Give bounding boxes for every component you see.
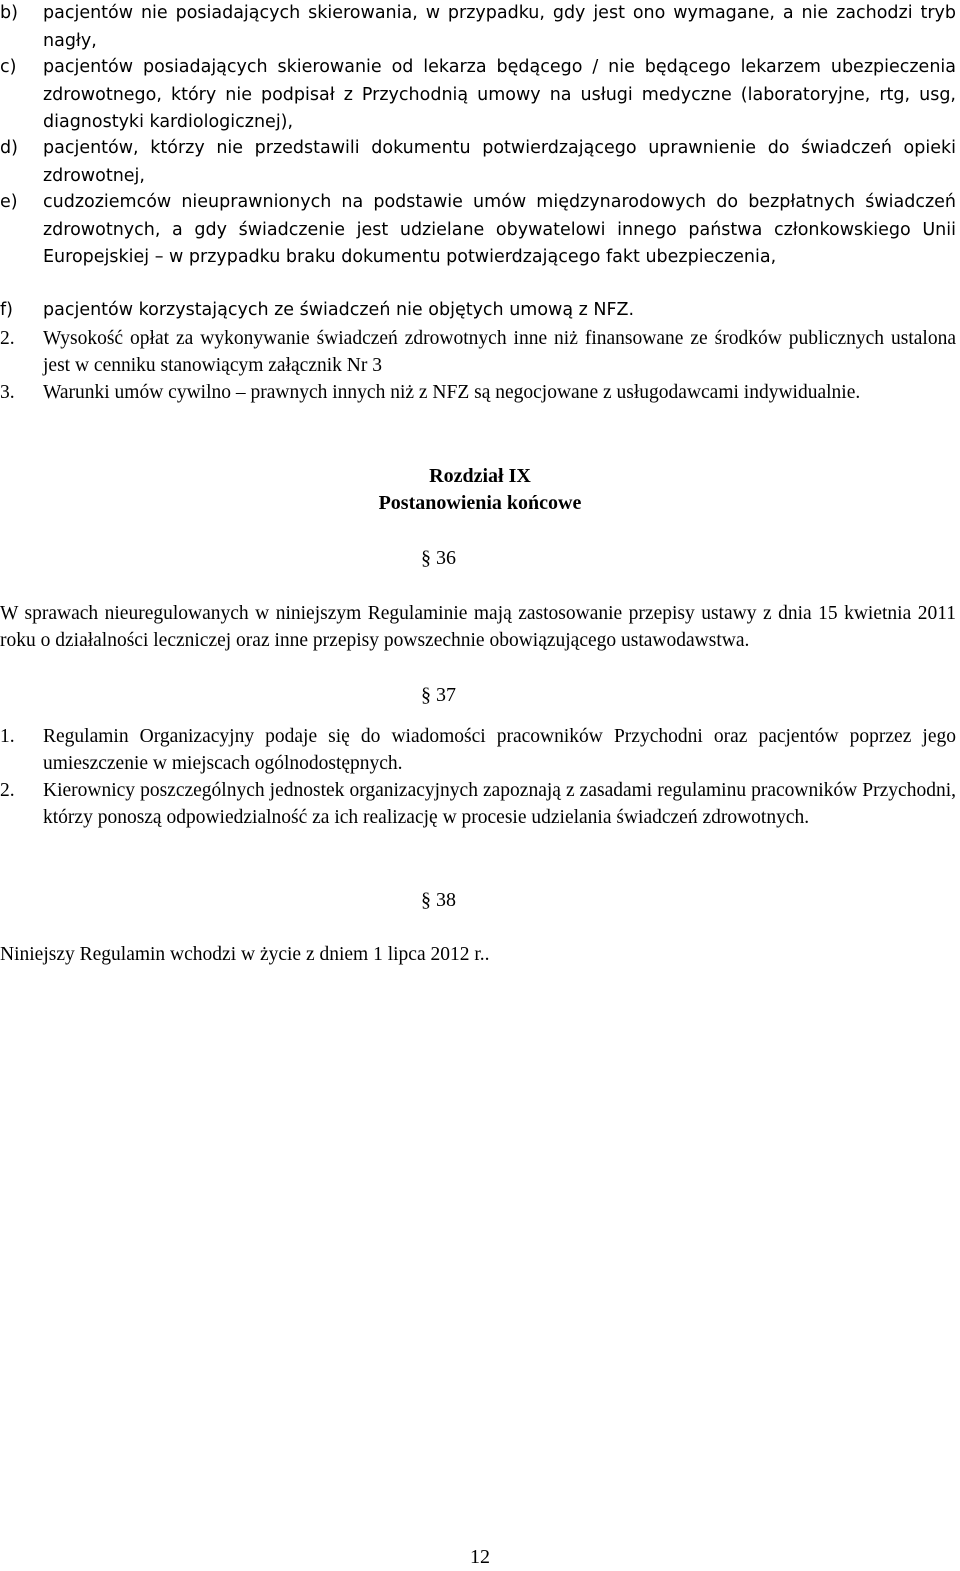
item-text: Kierownicy poszczególnych jednostek organizacyjnych zapoznają z zasadami regulaminu pracowników Przychodni, którzy ponoszą odpowiedzialność za ich realizację w procesie udzielania świadczeń zdrowotnych. xyxy=(43,780,956,828)
list-text: pacjentów posiadających skierowanie od lekarza będącego / nie będącego lekarzem ubezpieczenia zdrowotnego, który nie podpisał z Przychodnią umowy na usługi medyczne (laboratoryjne, rtg, usg, diagnostyki kardiologicznej), xyxy=(43,57,956,132)
item-text: Regulamin Organizacyjny podaje się do wiadomości pracowników Przychodni oraz pacjentów poprzez jego umieszczenie w miejscach ogólnodostępnych. xyxy=(43,726,956,774)
list-text: pacjentów, którzy nie przedstawili dokumentu potwierdzającego uprawnienie do świadczeń opieki zdrowotnej, xyxy=(43,138,956,186)
item-number: 2. xyxy=(0,780,15,801)
item-number: 3. xyxy=(0,382,15,403)
item-text: Wysokość opłat za wykonywanie świadczeń zdrowotnych inne niż finansowane ze środków publicznych ustalona jest w cenniku stanowiącym załącznik Nr 3 xyxy=(43,328,956,376)
section-37-symbol: § 37 xyxy=(421,684,456,706)
section-36-text: W sprawach nieuregulowanych w niniejszym Regulaminie mają zastosowanie przepisy ustawy z dnia 15 kwietnia 2011 roku o działalności leczniczej oraz inne przepisy powszechnie obowiązującego ustawodawstwa. xyxy=(0,603,956,651)
item-number: 1. xyxy=(0,726,15,747)
section-38-symbol: § 38 xyxy=(421,889,456,911)
list-text: pacjentów korzystających ze świadczeń nie objętych umową z NFZ. xyxy=(43,300,635,320)
item-number: 2. xyxy=(0,328,15,349)
section-36-symbol: § 36 xyxy=(421,547,456,569)
list-label: f) xyxy=(0,300,13,320)
list-label: d) xyxy=(0,138,18,158)
section-38-text: Niniejszy Regulamin wchodzi w życie z dniem 1 lipca 2012 r.. xyxy=(0,944,490,965)
list-label: e) xyxy=(0,192,18,212)
chapter-title: Rozdział IX xyxy=(429,465,531,487)
list-text: pacjentów nie posiadających skierowania, w przypadku, gdy jest ono wymagane, a nie zachodzi tryb nagły, xyxy=(43,3,956,51)
list-label: c) xyxy=(0,57,17,77)
chapter-subtitle: Postanowienia końcowe xyxy=(378,492,582,514)
item-text: Warunki umów cywilno – prawnych innych niż z NFZ są negocjowane z usługodawcami indywidualnie. xyxy=(43,382,861,403)
list-label: b) xyxy=(0,3,18,23)
list-text: cudzoziemców nieuprawnionych na podstawie umów międzynarodowych do bezpłatnych świadczeń zdrowotnych, a gdy świadczenie jest udzielane obywatelowi innego państwa członkowskiego Unii Europejskiej – w przypadku braku dokumentu potwierdzającego fakt ubezpieczenia, xyxy=(43,192,956,267)
page-number: 12 xyxy=(470,1546,490,1568)
